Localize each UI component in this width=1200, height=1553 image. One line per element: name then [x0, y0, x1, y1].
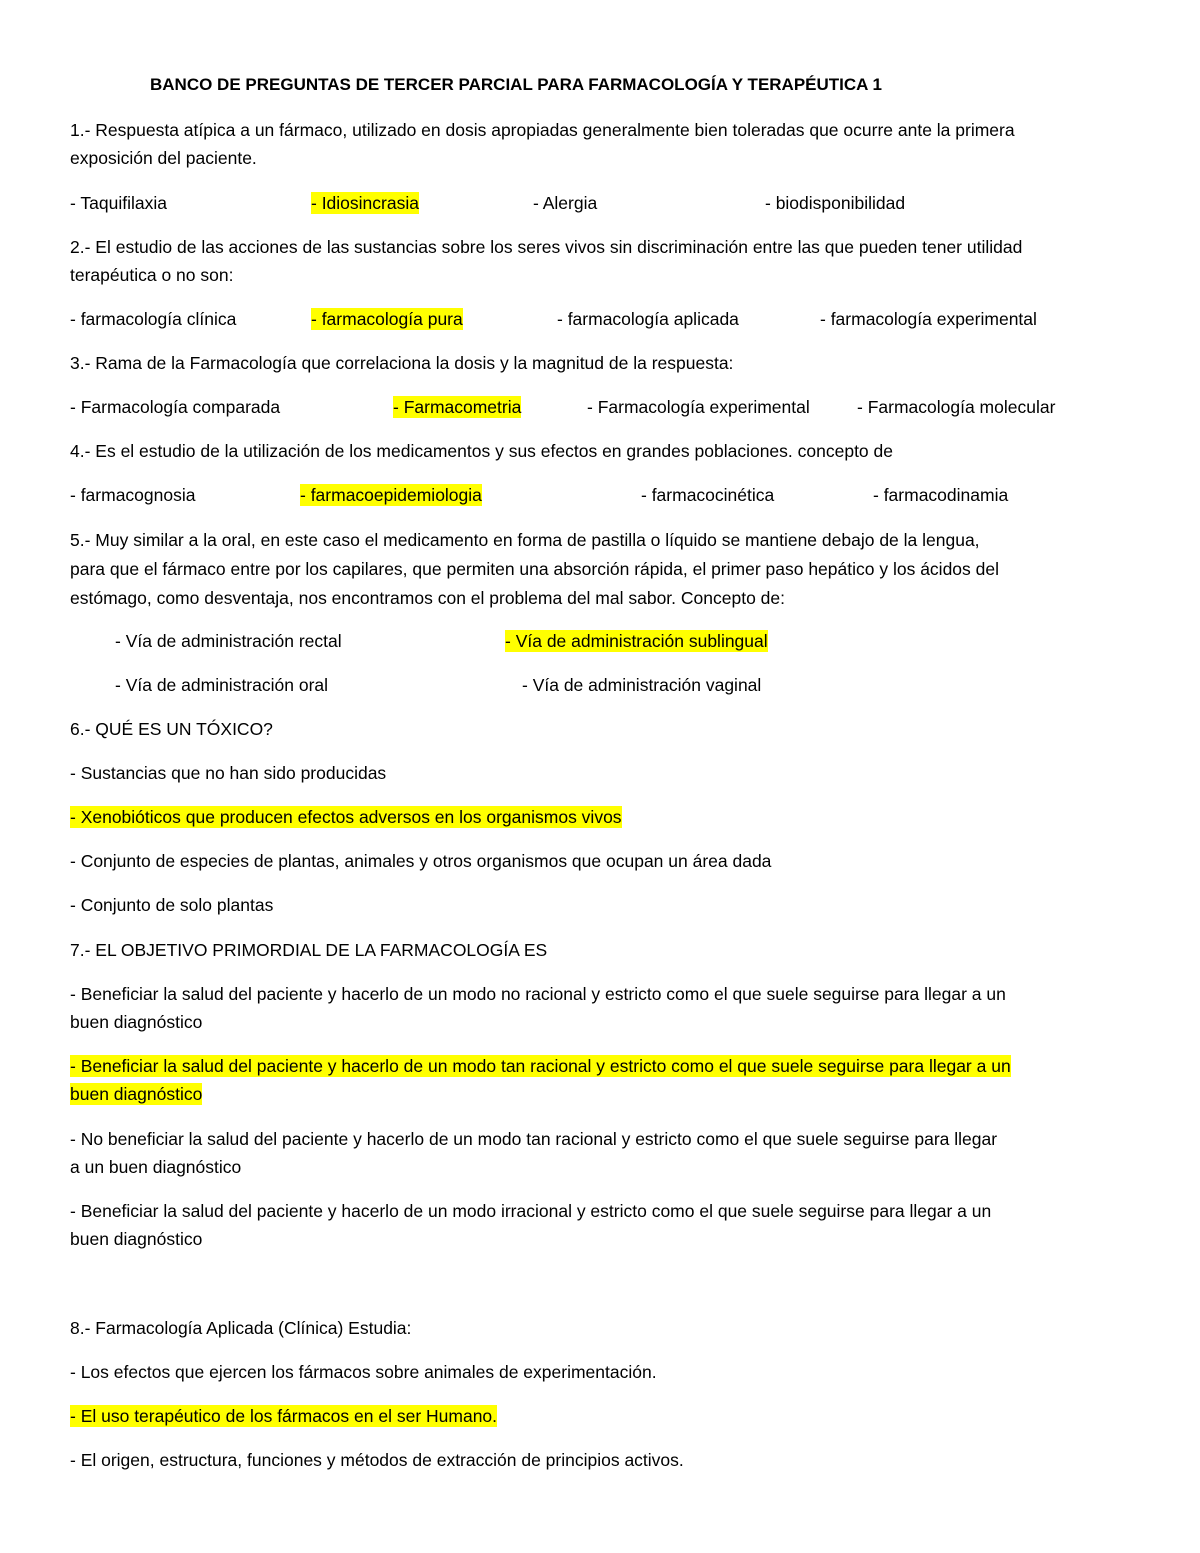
- q3-option-a: - Farmacología comparada: [70, 397, 281, 417]
- document-title: BANCO DE PREGUNTAS DE TERCER PARCIAL PARA FARMACOLOGÍA Y TERAPÉUTICA 1: [150, 75, 882, 94]
- question-4-text: 4.- Es el estudio de la utilización de los medicamentos y sus efectos en grandes poblaciones. concepto de: [70, 441, 893, 461]
- q5-option-d: - Vía de administración vaginal: [522, 675, 762, 695]
- q7-option-c-cont: a un buen diagnóstico: [70, 1157, 242, 1177]
- q6-option-c: - Conjunto de especies de plantas, animales y otros organismos que ocupan un área dada: [70, 851, 772, 871]
- question-7-text: 7.- EL OBJETIVO PRIMORDIAL DE LA FARMACOLOGÍA ES: [70, 940, 548, 960]
- q7-option-b-correct: - Beneficiar la salud del paciente y hacerlo de un modo tan racional y estricto como el que suele seguirse para llegar a un: [70, 1056, 1011, 1076]
- q2-option-b-correct: - farmacología pura: [311, 309, 463, 329]
- question-5-text-cont-2: estómago, como desventaja, nos encontramos con el problema del mal sabor. Concepto de:: [70, 588, 785, 608]
- q7-option-c: - No beneficiar la salud del paciente y hacerlo de un modo tan racional y estricto como el que suele seguirse para llegar: [70, 1129, 998, 1149]
- q1-option-c: - Alergia: [533, 193, 598, 213]
- q4-option-b-correct: - farmacoepidemiologia: [300, 485, 482, 505]
- q2-option-d: - farmacología experimental: [820, 309, 1037, 329]
- q6-option-a: - Sustancias que no han sido producidas: [70, 763, 387, 783]
- q6-option-d: - Conjunto de solo plantas: [70, 895, 274, 915]
- q3-option-b-correct: - Farmacometria: [393, 397, 522, 417]
- question-1-text: 1.- Respuesta atípica a un fármaco, utilizado en dosis apropiadas generalmente bien toleradas que ocurre ante la primera: [70, 120, 1015, 140]
- question-3-text: 3.- Rama de la Farmacología que correlaciona la dosis y la magnitud de la respuesta:: [70, 353, 734, 373]
- q7-option-a-cont: buen diagnóstico: [70, 1012, 203, 1032]
- q7-option-a: - Beneficiar la salud del paciente y hacerlo de un modo no racional y estricto como el que suele seguirse para llegar a un: [70, 984, 1006, 1004]
- q5-option-a: - Vía de administración rectal: [115, 631, 342, 651]
- q8-option-c: - El origen, estructura, funciones y métodos de extracción de principios activos.: [70, 1450, 684, 1470]
- question-8-text: 8.- Farmacología Aplicada (Clínica) Estudia:: [70, 1318, 412, 1338]
- q7-option-b-correct-cont: buen diagnóstico: [70, 1084, 203, 1104]
- q7-option-d-cont: buen diagnóstico: [70, 1229, 203, 1249]
- q1-option-b-correct: - Idiosincrasia: [311, 193, 419, 213]
- q6-option-b-correct: - Xenobióticos que producen efectos adversos en los organismos vivos: [70, 807, 622, 827]
- q3-option-d: - Farmacología molecular: [857, 397, 1056, 417]
- q1-option-d: - biodisponibilidad: [765, 193, 906, 213]
- question-5-text-cont-1: para que el fármaco entre por los capilares, que permiten una absorción rápida, el primer paso hepático y los ácidos del: [70, 559, 999, 579]
- question-2-text-cont: terapéutica o no son:: [70, 265, 234, 285]
- question-2-text: 2.- El estudio de las acciones de las sustancias sobre los seres vivos sin discriminación entre las que pueden tener utilidad: [70, 237, 1023, 257]
- q8-option-a: - Los efectos que ejercen los fármacos sobre animales de experimentación.: [70, 1362, 657, 1382]
- question-6-text: 6.- QUÉ ES UN TÓXICO?: [70, 719, 273, 739]
- question-5-text: 5.- Muy similar a la oral, en este caso el medicamento en forma de pastilla o líquido se mantiene debajo de la lengua,: [70, 530, 980, 550]
- q8-option-b-correct: - El uso terapéutico de los fármacos en el ser Humano.: [70, 1406, 498, 1426]
- q5-option-b-correct: - Vía de administración sublingual: [505, 631, 768, 651]
- q4-option-d: - farmacodinamia: [873, 485, 1009, 505]
- q7-option-d: - Beneficiar la salud del paciente y hacerlo de un modo irracional y estricto como el que suele seguirse para llegar a un: [70, 1201, 992, 1221]
- q3-option-c: - Farmacología experimental: [587, 397, 810, 417]
- q2-option-a: - farmacología clínica: [70, 309, 237, 329]
- q1-option-a: - Taquifilaxia: [70, 193, 167, 213]
- q4-option-c: - farmacocinética: [641, 485, 775, 505]
- q2-option-c: - farmacología aplicada: [557, 309, 739, 329]
- q5-option-c: - Vía de administración oral: [115, 675, 329, 695]
- q4-option-a: - farmacognosia: [70, 485, 196, 505]
- question-1-text-cont: exposición del paciente.: [70, 148, 257, 168]
